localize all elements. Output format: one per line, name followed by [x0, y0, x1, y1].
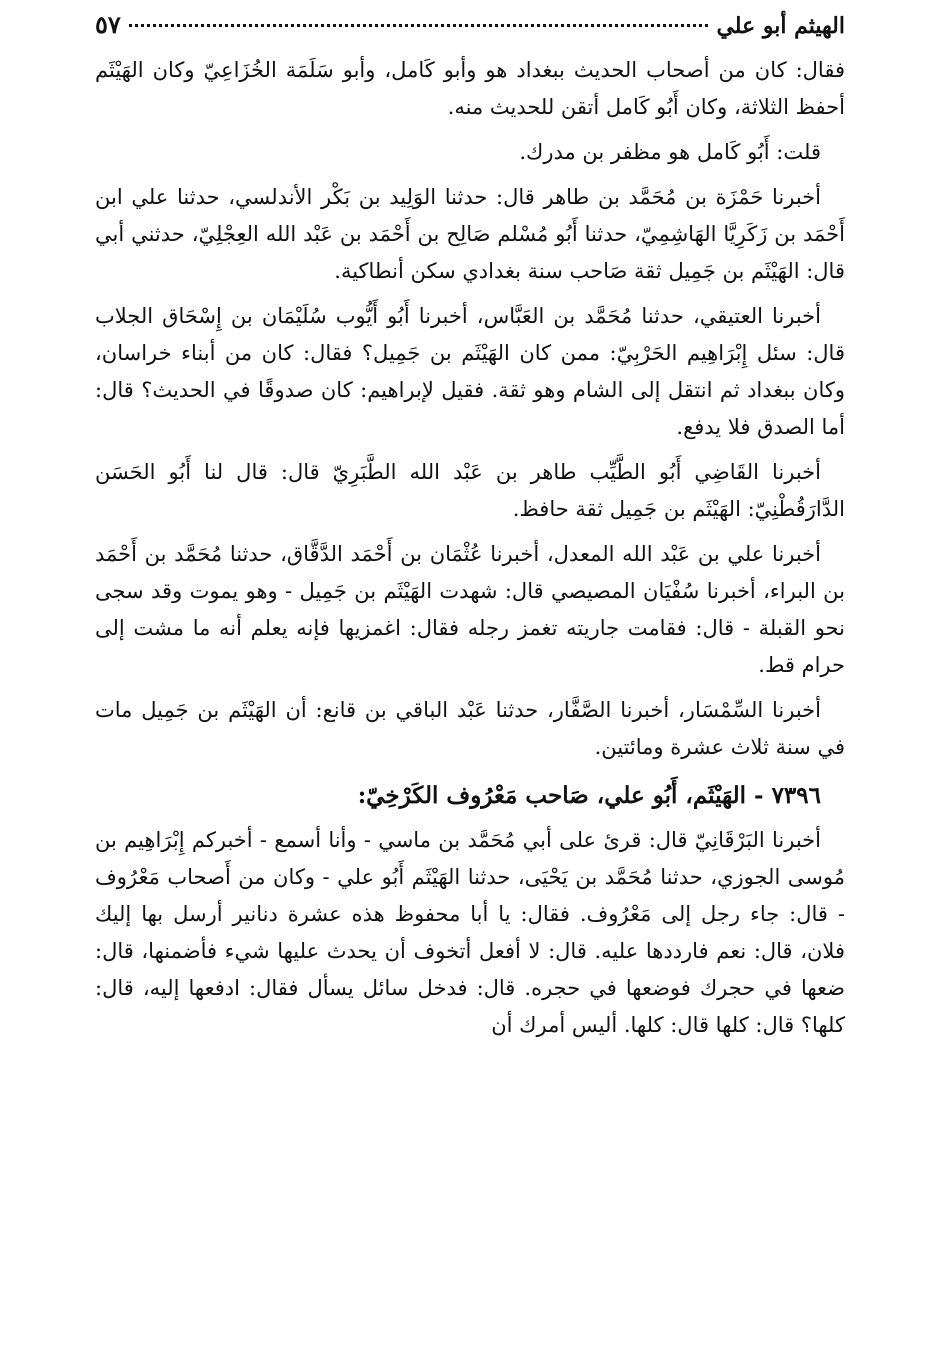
header-title: الهيثم أبو علي: [716, 13, 845, 39]
page-number: ٥٧: [95, 10, 121, 39]
paragraph: أخبرنا القَاضِي أَبُو الطَّيِّب طاهر بن عَبْد الله الطَّبَرِيّ قال: قال لنا أَبُو الحَسَن الدَّارَقُطْنِيّ: الهَيْثَم بن جَمِيل ثقة حافظ.: [95, 460, 845, 521]
entry-heading: ٧٣٩٦ - الهَيْثَم، أَبُو علي، صَاحب مَعْرُوف الكَرْخِيّ:: [357, 782, 821, 809]
paragraph: فقال: كان من أصحاب الحديث ببغداد هو وأبو كَامل، وأبو سَلَمَة الخُزَاعِيّ وكان الهَيْثَم أحفظ الثلاثة، وكان أَبُو كَامل أتقن للحديث منه.: [95, 58, 845, 119]
paragraph: أخبرنا العتيقي، حدثنا مُحَمَّد بن العَبَّاس، أخبرنا أَبُو أَيُّوب سُلَيْمَان بن إِسْحَاق الجلاب قال: سئل إِبْرَاهِيم الحَرْبِيّ: ممن كان الهَيْثَم بن جَمِيل؟ فقال: كان من أبناء خراسان، وكان ببغداد ثم انتقل إلى الشام وهو ثقة. فقيل لإبراهيم: كان صدوقًا في الحديث؟ قال: أما الصدق فلا يدفع.: [95, 304, 845, 439]
header-dot-leader: [129, 24, 709, 27]
paragraph: أخبرنا السِّمْسَار، أخبرنا الصَّفَّار، حدثنا عَبْد الباقي بن قانع: أن الهَيْثَم بن جَمِيل مات في سنة ثلاث عشرة ومائتين.: [95, 698, 845, 759]
paragraph: قلت: أَبُو كَامل هو مظفر بن مدرك.: [519, 140, 821, 164]
entry-paragraph: أخبرنا البَرْقَانِيّ قال: قرئ على أبي مُحَمَّد بن ماسي - وأنا أسمع - أخبركم إِبْرَاهِيم بن مُوسى الجوزي، حدثنا مُحَمَّد بن يَحْيَى، حدثنا الهَيْثَم أَبُو علي - وكان من أَصحاب مَعْرُوف - قال: جاء رجل إلى مَعْرُوف. فقال: يا أبا محفوظ هذه عشرة دنانير أرسل بها إليك فلان، قال: نعم فارددها عليه. قال: لا أفعل أتخوف أن يحدث عليها شيء فأضمنها، قال: ضعها في حجرك فوضعها في حجره. قال: فدخل سائل يسأل فقال: ادفعها إليه، قال: كلها؟ قال: كلها قال: كلها. أليس أمرك أن: [95, 828, 845, 1037]
running-header: [95, 10, 845, 52]
paragraph: أخبرنا علي بن عَبْد الله المعدل، أخبرنا عُثْمَان بن أَحْمَد الدَّقَّاق، حدثنا مُحَمَّد بن أَحْمَد بن البراء، أخبرنا سُفْيَان المصيصي قال: شهدت الهَيْثَم بن جَمِيل - وهو يموت وقد سجى نحو القبلة - قال: فقامت جاريته تغمز رجله فقال: اغمزيها فإنه يعلم أنه ما مشت إلى حرام قط.: [95, 542, 845, 677]
document-page: [95, 10, 845, 1052]
paragraph: أخبرنا حَمْزَة بن مُحَمَّد بن طاهر قال: حدثنا الوَلِيد بن بَكْر الأندلسي، حدثنا علي ابن أَحْمَد بن زَكَرِيَّا الهَاشِمِيّ، حدثنا أَبُو مُسْلم صَالِح بن أَحْمَد بن عَبْد الله العِجْلِيّ، حدثني أبي قال: الهَيْثَم بن جَمِيل ثقة صَاحب سنة بغدادي سكن أنطاكية.: [95, 185, 845, 283]
